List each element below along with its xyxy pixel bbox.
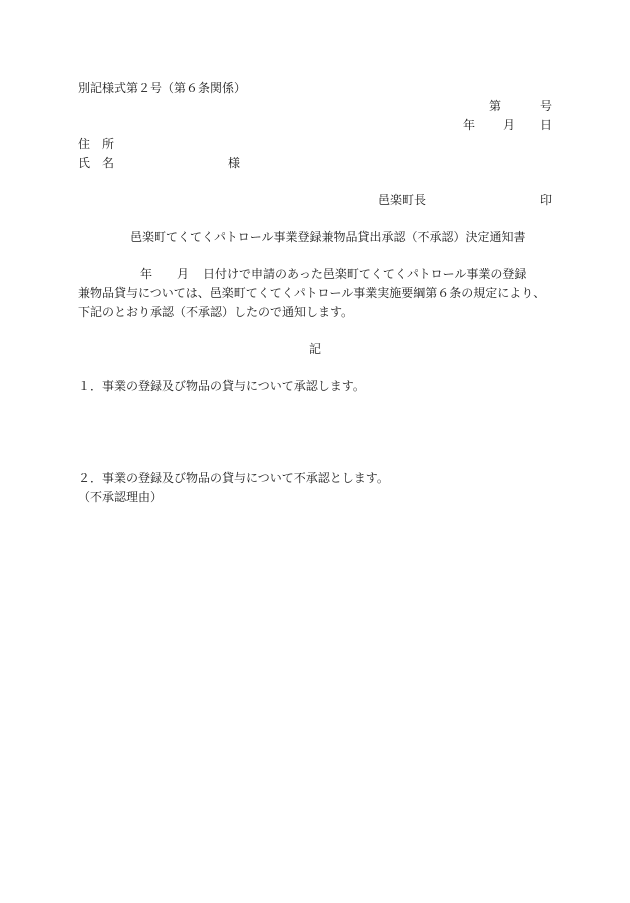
ki-heading: 記 xyxy=(309,342,322,356)
body-line3: 下記のとおり承認（不承認）したので通知します。 xyxy=(78,305,354,319)
honorific-sama: 様 xyxy=(228,156,241,170)
item-2 xyxy=(78,472,389,484)
body-month: 月 xyxy=(177,267,190,281)
item-1-text: 事業の登録及び物品の貸与について承認します。 xyxy=(102,379,365,393)
date-month: 月 xyxy=(503,118,516,132)
body-year: 年 xyxy=(140,267,153,281)
date-day: 日 xyxy=(540,118,553,132)
item-2-number: ２． xyxy=(78,471,103,485)
number-dai: 第 xyxy=(489,99,502,113)
item-2-text: 事業の登録及び物品の貸与について不承認とします。 xyxy=(102,471,389,485)
date-year: 年 xyxy=(463,118,476,132)
item-1 xyxy=(78,380,365,392)
form-label: 別記様式第２号（第６条関係） xyxy=(78,81,247,95)
reason-label: （不承認理由） xyxy=(78,490,163,504)
seal-mark: 印 xyxy=(540,193,553,207)
document-title: 邑楽町てくてくパトロール事業登録兼物品貸出承認（不承認）決定通知書 xyxy=(130,230,526,244)
body-line2: 兼物品貸与については、邑楽町てくてくパトロール事業実施要綱第６条の規定により、 xyxy=(78,286,546,300)
body-line1-text: 日付けで申請のあった邑楽町てくてくパトロール事業の登録 xyxy=(203,267,527,281)
number-go: 号 xyxy=(540,99,553,113)
name-label: 氏 名 xyxy=(78,156,115,170)
address-label: 住 所 xyxy=(78,137,115,151)
sender-title: 邑楽町長 xyxy=(378,193,427,207)
item-1-number: １． xyxy=(78,379,103,393)
